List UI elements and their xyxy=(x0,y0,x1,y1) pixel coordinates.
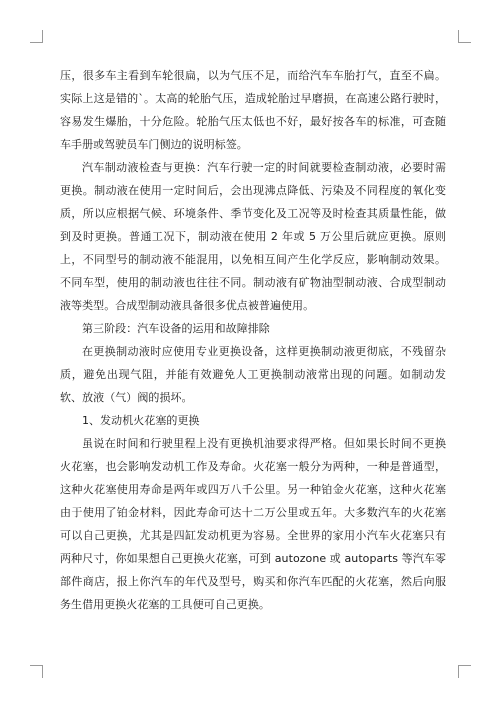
crop-mark-bottom-right xyxy=(458,665,471,678)
section-heading-stage-three: 第三阶段：汽车设备的运用和故障排除 xyxy=(82,322,270,335)
paragraph-brake-fluid: 汽车制动液检查与更换：汽车行驶一定的时间就要检查制动液，必要时需更换。制动液在使用一定时间后，会出现沸点降低、污染及不同程度的氧化变质，所以应根据气候、环境条件、季节变化及工况等及时检查其质量性能，做到及时更换。普通工况下，制动液在使用 2 年或 5 万公里后就应更换。原则上，不同型号的制动液不能混用，以免相互间产生化学反应，影响制动效果。不同车型，使用的制动液也往往不同。制动液有矿物油型制动液、合成型制动液等类型。合成型制动液具备很多优点被普遍使用。 xyxy=(60,161,446,312)
crop-mark-bottom-left xyxy=(30,665,43,678)
paragraph-brake-fluid-equipment: 在更换制动液时应使用专业更换设备，这样更换制动液更彻底，不残留杂质，避免出现气阻，并能有效避免人工更换制动液常出现的问题。如制动发软、放液（气）阀的损坏。 xyxy=(60,345,446,404)
subheading-spark-plug: 1、发动机火花塞的更换 xyxy=(82,414,200,427)
paragraph-tire-pressure: 压，很多车主看到车轮很扁，以为气压不足，而给汽车车胎打气，直至不扁。实际上这是错的`。太高的轮胎气压，造成轮胎过早磨损，在高速公路行驶时，容易发生爆胎，十分危险。轮胎气压太低也不好，最好按各车的标准，可查随车手册或驾驶员车门侧边的说明标签。 xyxy=(60,69,446,151)
crop-mark-top-left xyxy=(30,30,43,43)
paragraph-spark-plug: 虽说在时间和行驶里程上没有更换机油要求得严格。但如果长时间不更换火花塞，也会影响发动机工作及寿命。火花塞一般分为两种，一种是普通型，这种火花塞使用寿命是两年或四万八千公里。另一种铂金火花塞，这种火花塞由于使用了铂金材料，因此寿命可达十二万公里或五年。大多数汽车的火花塞可以自己更换，尤其是四缸发动机更为容易。全世界的家用小汽车火花塞只有两种尺寸，你如果想自己更换火花塞，可到 autozone 或 autoparts 等汽车零部件商店，报上你汽车的年代及型号，购买和你汽车匹配的火花塞，然后向服务生借用更换火花塞的工具便可自己更换。 xyxy=(60,437,446,611)
crop-mark-top-right xyxy=(458,30,471,43)
document-body xyxy=(60,64,446,616)
